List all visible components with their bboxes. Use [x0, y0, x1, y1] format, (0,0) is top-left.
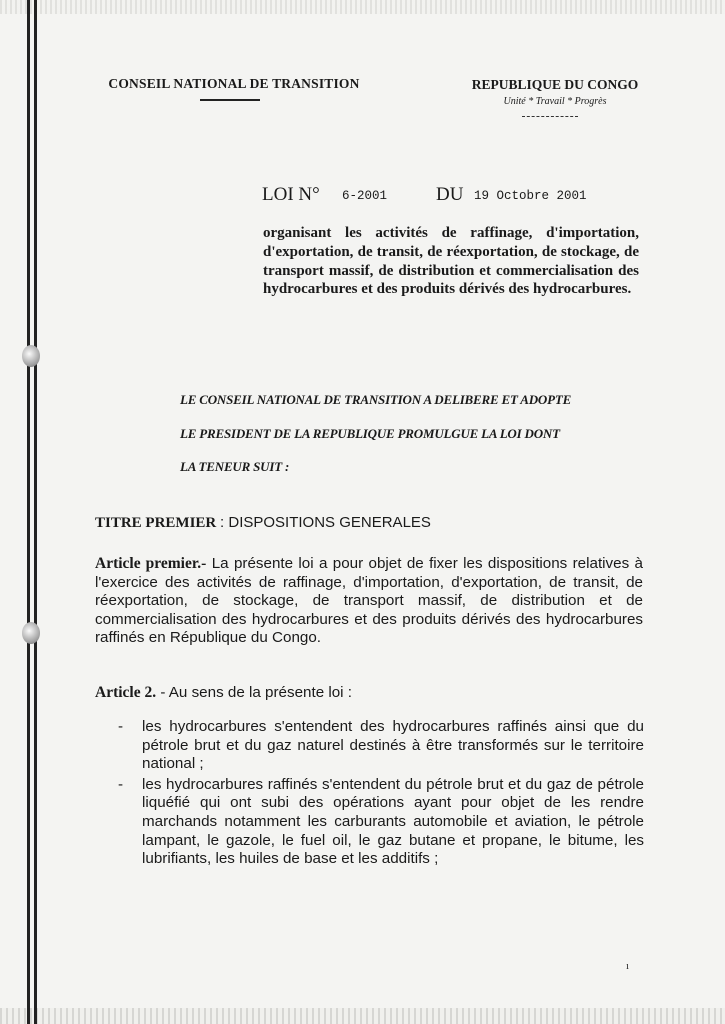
article-2-heading — [95, 684, 643, 703]
article-label: Article 2. — [95, 684, 157, 701]
scan-edge-bottom — [0, 1008, 725, 1024]
law-date: 19 Octobre 2001 — [474, 189, 587, 203]
law-number: 6-2001 — [342, 189, 388, 203]
article-text: La présente loi a pour objet de fixer les dispositions relatives à l'exercice des activités de raffinage, d'importation, d'exportation, de transit, de réexportation, de stockage, de transport massif, de distribution et de commercialisation des hydrocarbures et des produits dérivés des hydrocarbures raffinés en République du Congo. — [95, 555, 643, 647]
title-label: TITRE PREMIER — [95, 515, 217, 531]
law-subject: organisant les activités de raffinage, d'importation, d'exportation, de transit, de réexportation, de stockage, de transport massif, de distribution et commercialisation des hydrocarbures et des produits dérivés des hydrocarbures. — [263, 225, 639, 298]
list-item: - les hydrocarbures raffinés s'entendent du pétrole brut et du gaz de pétrole liquéfié qui ont subi des opérations ayant pour objet de les rendre marchands notamment les carburants automobile et aviation, le pétrole lampant, le gazole, le fuel oil, le gaz butane et propane, le bitume, les lubrifiants, les huiles de base et les additifs ; — [116, 776, 644, 869]
republic-heading: REPUBLIQUE DU CONGO — [471, 77, 639, 92]
preamble-line: LA TENEUR SUIT : — [180, 459, 290, 474]
title-heading — [95, 514, 655, 532]
national-motto: Unité * Travail * Progrès — [503, 96, 607, 107]
binding-rule-right — [34, 0, 37, 1024]
title-text: : DISPOSITIONS GENERALES — [220, 514, 431, 531]
issuer-underline — [200, 99, 260, 101]
du-label: DU — [436, 184, 464, 205]
issuer-heading: CONSEIL NATIONAL DE TRANSITION — [108, 76, 360, 91]
page-mark: ı — [626, 960, 630, 972]
binder-ring-icon — [22, 622, 40, 644]
motto-underline — [522, 116, 578, 117]
preamble-line: LE PRESIDENT DE LA REPUBLIQUE PROMULGUE LA LOI DONT — [180, 426, 560, 441]
definition-list — [116, 718, 644, 871]
binder-ring-icon — [22, 345, 40, 367]
binding-rule-left — [27, 0, 30, 1024]
law-title-line — [262, 184, 622, 212]
article-text: - Au sens de la présente loi : — [160, 684, 352, 701]
article-label: Article premier.- — [95, 555, 207, 572]
preamble-line: LE CONSEIL NATIONAL DE TRANSITION A DELIBERE ET ADOPTE — [180, 392, 572, 407]
list-item: - les hydrocarbures s'entendent des hydrocarbures raffinés ainsi que du pétrole brut et du gaz naturel destinés à être transformés sur le territoire national ; — [116, 718, 644, 774]
article-premier — [95, 555, 643, 648]
loi-label: LOI N° — [262, 184, 320, 205]
scan-edge-top — [0, 0, 725, 14]
